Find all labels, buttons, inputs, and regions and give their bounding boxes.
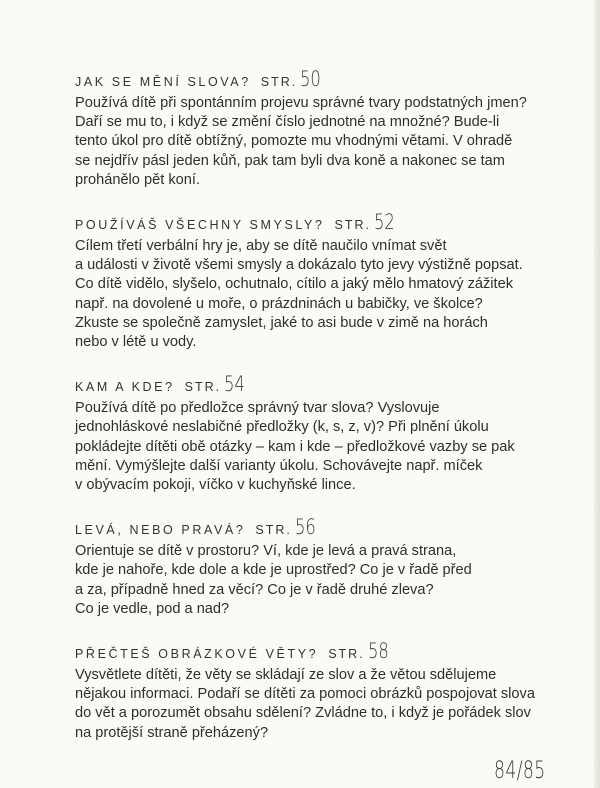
page-edge-shadow: [594, 0, 600, 788]
page-ref-number: 52: [373, 210, 395, 235]
section-kam-a-kde: [75, 369, 535, 495]
page-number: 84/85: [494, 756, 546, 784]
section-pouzivas-vsechny-smysly: [75, 207, 535, 352]
section-text: Používá dítě po předložce správný tvar slova? Vyslovuje jednohláskové neslabičné předložky (k, s, z, v)? Při plnění úkolu pokládejte dítěti obě otázky – kam i kde – předložkové vazby se pak mění. Vymýšlejte další varianty úkolu. Schovávejte např. míček v obývacím pokoji, víčko v kuchyňské lince.: [75, 400, 515, 494]
section-text: Orientuje se dítě v prostoru? Ví, kde je levá a pravá strana, kde je nahoře, kde dole a kde je uprostřed? Co je v řadě před a za, případně hned za věcí? Co je v řadě druhé zleva? Co je vedle, pod a nad?: [75, 543, 472, 617]
page-ref-number: 58: [367, 639, 389, 664]
section-heading: [75, 512, 535, 542]
content-column: [75, 64, 535, 760]
section-title: JAK SE MĚNÍ SLOVA?: [75, 75, 251, 89]
page-ref-label: STR.: [255, 523, 292, 538]
section-jak-se-meni-slova: [75, 64, 535, 190]
section-heading: [75, 64, 535, 94]
section-text: Cílem třetí verbální hry je, aby se dítě naučilo vnímat svět a události v životě všemi smysly a dokázalo tyto jevy výstižně popsat. Co dítě vidělo, slyšelo, ochutnalo, cítilo a jaký mělo hmatový zážitek např. na dovolené u moře, o prázdninách u babičky, ve školce? Zkuste se společně zamyslet, jaké to asi bude v zimě na horách nebo v létě u vody.: [75, 238, 523, 351]
page-ref-number: 50: [300, 67, 322, 91]
section-prectes-obrazkove-vety: [75, 636, 535, 743]
section-text: Používá dítě při spontánním projevu správné tvary podstatných jmen? Daří se mu to, i když se změní číslo jednotné na množné? Bude-li tento úkol pro dítě obtížný, pomozte mu vhodnými větami. V ohradě se nejdřív pásl jeden kůň, pak tam byli dva koně a nakonec se tam prohánělo pět koní.: [75, 95, 527, 188]
section-title: LEVÁ, NEBO PRAVÁ?: [75, 523, 246, 538]
section-leva-nebo-prava: [75, 512, 535, 619]
section-title: PŘEČTEŠ OBRÁZKOVÉ VĚTY?: [75, 647, 319, 662]
page-ref-label: STR.: [184, 380, 222, 395]
page-ref-label: STR.: [334, 218, 371, 233]
section-title: KAM A KDE?: [75, 380, 175, 395]
section-text: Vysvětlete dítěti, že věty se skládají ze slov a že větou sdělujeme nějakou informaci. Podaří se dítěti za pomoci obrázků pospojovat slova do vět a porozumět obsahu sdělení? Zvládne to, i když je pořádek slov na protější straně přeházený?: [75, 667, 535, 741]
section-heading: [75, 369, 535, 399]
page-ref-number: 54: [224, 372, 245, 397]
page-ref-label: STR.: [328, 647, 365, 662]
page-ref-number: 56: [294, 515, 316, 540]
section-title: POUŽÍVÁŠ VŠECHNY SMYSLY?: [75, 218, 325, 233]
section-heading: [75, 207, 535, 237]
section-heading: [75, 636, 535, 666]
page-ref-label: STR.: [260, 75, 298, 89]
